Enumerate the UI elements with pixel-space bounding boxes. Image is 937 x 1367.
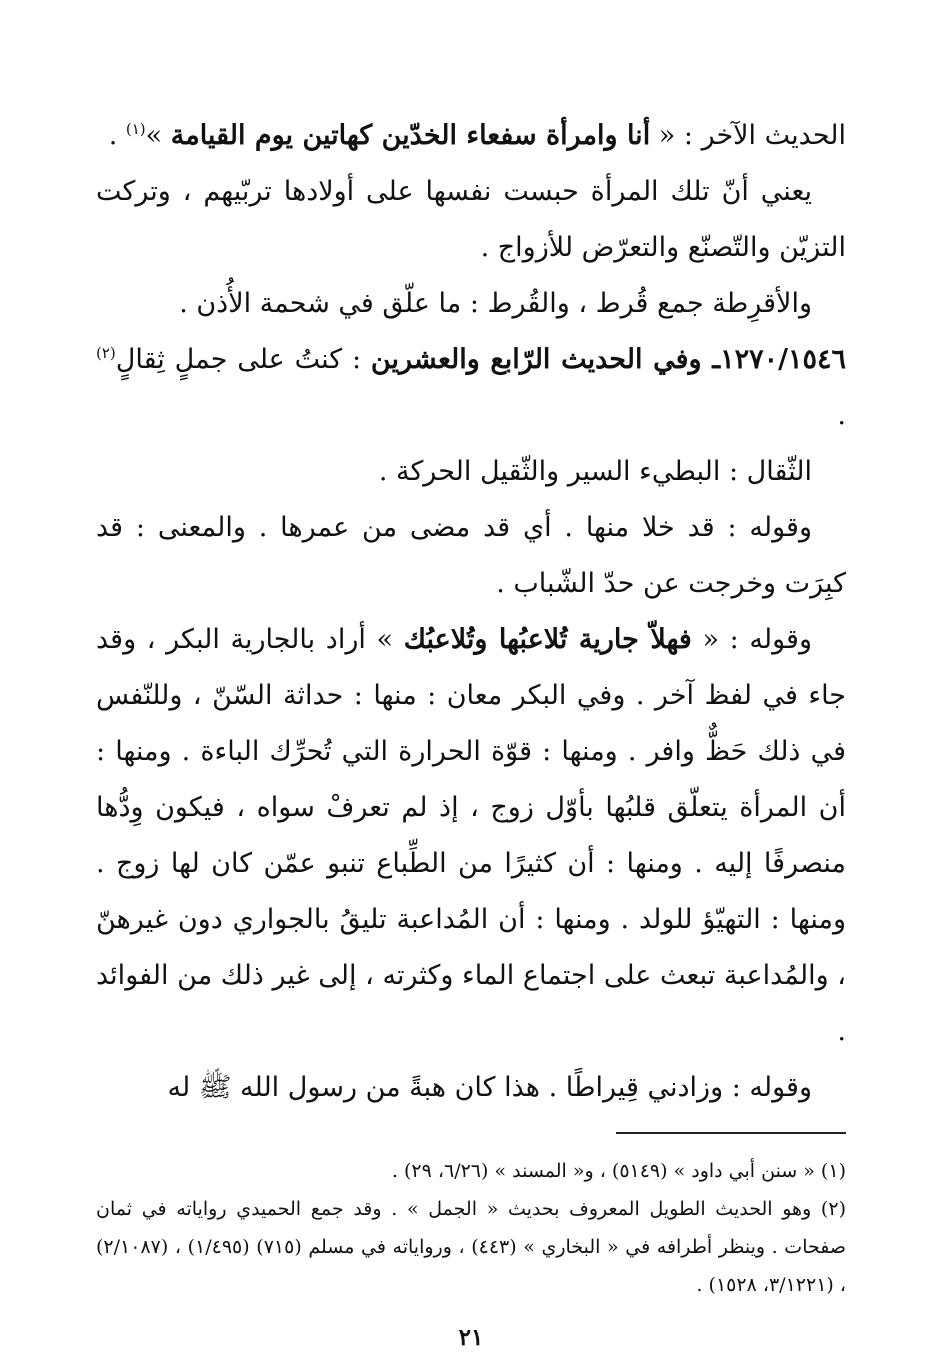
paragraph-explanation: يعني أنّ تلك المرأة حبست نفسها على أولادها تربّيهم ، وتركت التزيّن والتّصنّع والتعرّض للأزواج .	[96, 176, 846, 263]
paragraph-thiqal: الثّقال : البطيء السير والثّقيل الحركة .	[378, 456, 812, 487]
paragraph-lead: وقوله : «	[691, 624, 812, 655]
page-number: ٢١	[458, 1324, 484, 1351]
paragraph-aqrita: والأقرِطة جمع قُرط ، والقُرط : ما علّق في شحمة الأُذن .	[179, 288, 812, 319]
paragraph-qirat: وقوله : وزادني قِيراطًا . هذا كان هبةً من رسول الله ﷺ له	[167, 1072, 812, 1103]
quote-close: »	[145, 120, 171, 151]
paragraph-jariya	[96, 612, 846, 1060]
hadith-quote: فهلاّ جارية تُلاعبُها وتُلاعبُك	[403, 624, 692, 655]
paragraph-khala: وقوله : قد خلا منها . أي قد مضى من عمرها . والمعنى : قد كبِرَت وخرجت عن حدّ الشّباب .	[96, 512, 846, 599]
book-page	[96, 108, 847, 1351]
main-text	[96, 108, 846, 1116]
footnote-1: (١) « سنن أبي داود » (٥١٤٩) ، و« المسند » (٦/٢٦، ٢٩) .	[391, 1160, 846, 1182]
footnotes	[96, 1152, 846, 1304]
hadith-text: : كنتُ على جملٍ ثِقالٍ	[115, 344, 371, 375]
paragraph-end: .	[108, 120, 126, 151]
footnote-ref-1: (١)	[125, 120, 146, 138]
paragraph-end: .	[837, 400, 846, 431]
footnote-ref-2: (٢)	[96, 344, 116, 362]
paragraph-hadith-other	[96, 108, 846, 164]
paragraph-lead: الحديث الآخر : «	[650, 120, 846, 151]
hadith-number-heading: ١٢٧٠/١٥٤٦ـ وفي الحديث الرّابع والعشرين	[370, 344, 847, 375]
hadith-quote: أنا وامرأة سفعاء الخدّين كهاتين يوم القيامة	[170, 120, 651, 151]
paragraph-body: » أراد بالجارية البكر ، وقد جاء في لفظ آخر . وفي البكر معان : منها : حداثة السّنّ ، وللنّفس في ذلك حَظٌّ وافر . ومنها : قوّة الحرارة التي تُحرِّك الباءة . ومنها : أن المرأة يتعلّق قلبُها بأوّل زوج ، إذ لم تعرفْ سواه ، فيكون وِدُّها منصرفًا إليه . ومنها : أن كثيرًا من الطِّباع تنبو عمّن كان لها زوج . ومنها : التهيّؤ للولد . ومنها : أن المُداعبة تليقُ بالجواري دون غيرهنّ ، والمُداعبة تبعث على اجتماع الماء وكثرته ، إلى غير ذلك من الفوائد .	[96, 624, 846, 1047]
footnote-2: (٢) وهو الحديث الطويل المعروف بحديث « الجمل » . وقد جمع الحميدي رواياته في ثمان صفحات . وينظر أطرافه في « البخاري » (٤٤٣) ، ورواياته في مسلم (٧١٥) (١/٤٩٥) ، (٢/١٠٨٧) ، (٣/١٢٢١، ١٥٢٨) .	[96, 1198, 846, 1296]
footnote-divider	[616, 1132, 846, 1134]
paragraph-hadith-1546	[96, 332, 846, 444]
